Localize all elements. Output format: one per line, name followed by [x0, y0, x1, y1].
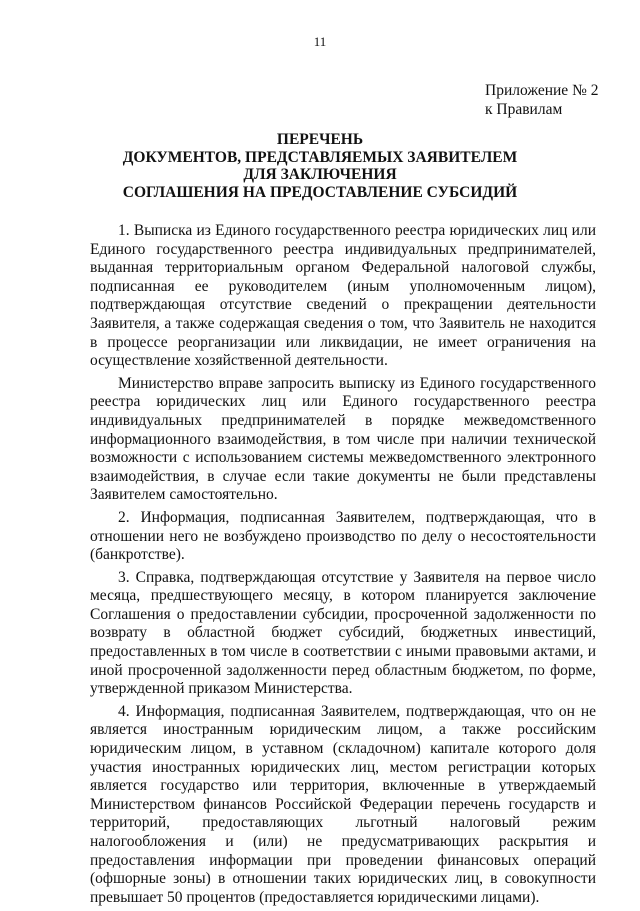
title-line-2: ДОКУМЕНТОВ, ПРЕДСТАВЛЯЕМЫХ ЗАЯВИТЕЛЕМ [122, 148, 518, 166]
appendix-rules: к Правилам [485, 101, 563, 118]
title-line-4: СОГЛАШЕНИЯ НА ПРЕДОСТАВЛЕНИЕ СУБСИДИЙ [122, 183, 518, 201]
title-line-3: ДЛЯ ЗАКЛЮЧЕНИЯ [243, 166, 397, 183]
paragraph-item-1: 1. Выписка из Единого государственного реестра юридических лиц или Единого государственного реестра индивидуальных предпринимателей, выданная территориальным органом Федеральной налоговой службы, подписанная ее руководителем (иным уполномоченным лицом), подтверждающая отсутствие сведений о прекращении деятельности Заявителя, а также содержащая сведения о том, что Заявитель не находится в процессе реорганизации или ликвидации, не имеет ограничения на осуществление хозяйственной деятельности. [90, 222, 596, 370]
document-title [0, 131, 640, 201]
paragraph-item-3: 3. Справка, подтверждающая отсутствие у Заявителя на первое число месяца, предшествующего месяцу, в котором планируется заключение Соглашения о предоставлении субсидии, просроченной задолженности по возврату в областной бюджет субсидий, бюджетных инвестиций, предоставленных в том числе в соответствии с иными правовыми актами, и иной просроченной задолженности перед областным бюджетом, по форме, утвержденной приказом Министерства. [90, 568, 596, 698]
appendix-number: Приложение № 2 [485, 82, 599, 99]
page-number: 11 [313, 34, 327, 49]
paragraph-ministry-request: Министерство вправе запросить выписку из Единого государственного реестра юридических лиц или Единого государственного реестра индивидуальных предпринимателей в порядке межведомственного информационного взаимодействия, в том числе при наличии технической возможности с использованием системы межведомственного электронного взаимодействия, в случае если такие документы не были представлены Заявителем самостоятельно. [90, 374, 596, 504]
paragraph-item-2: 2. Информация, подписанная Заявителем, подтверждающая, что в отношении него не возбуждено производство по делу о несостоятельности (банкротстве). [90, 508, 596, 564]
paragraph-item-4: 4. Информация, подписанная Заявителем, подтверждающая, что он не является иностранным юридическим лицом, а также российским юридическим лицом, в уставном (складочном) капитале которого доля участия иностранных юридических лиц, местом регистрации которых является государство или территория, включенные в утверждаемый Министерством финансов Российской Федерации перечень государств и территорий, предоставляющих льготный налоговый режим налогообложения и (или) не предусматривающих раскрытия и предоставления информации при проведении финансовых операций (офшорные зоны) в отношении таких юридических лиц, в совокупности превышает 50 процентов (предоставляется юридическими лицами). [90, 702, 596, 906]
appendix-reference [485, 81, 598, 119]
document-body [90, 222, 596, 911]
title-line-1: ПЕРЕЧЕНЬ [276, 131, 364, 148]
